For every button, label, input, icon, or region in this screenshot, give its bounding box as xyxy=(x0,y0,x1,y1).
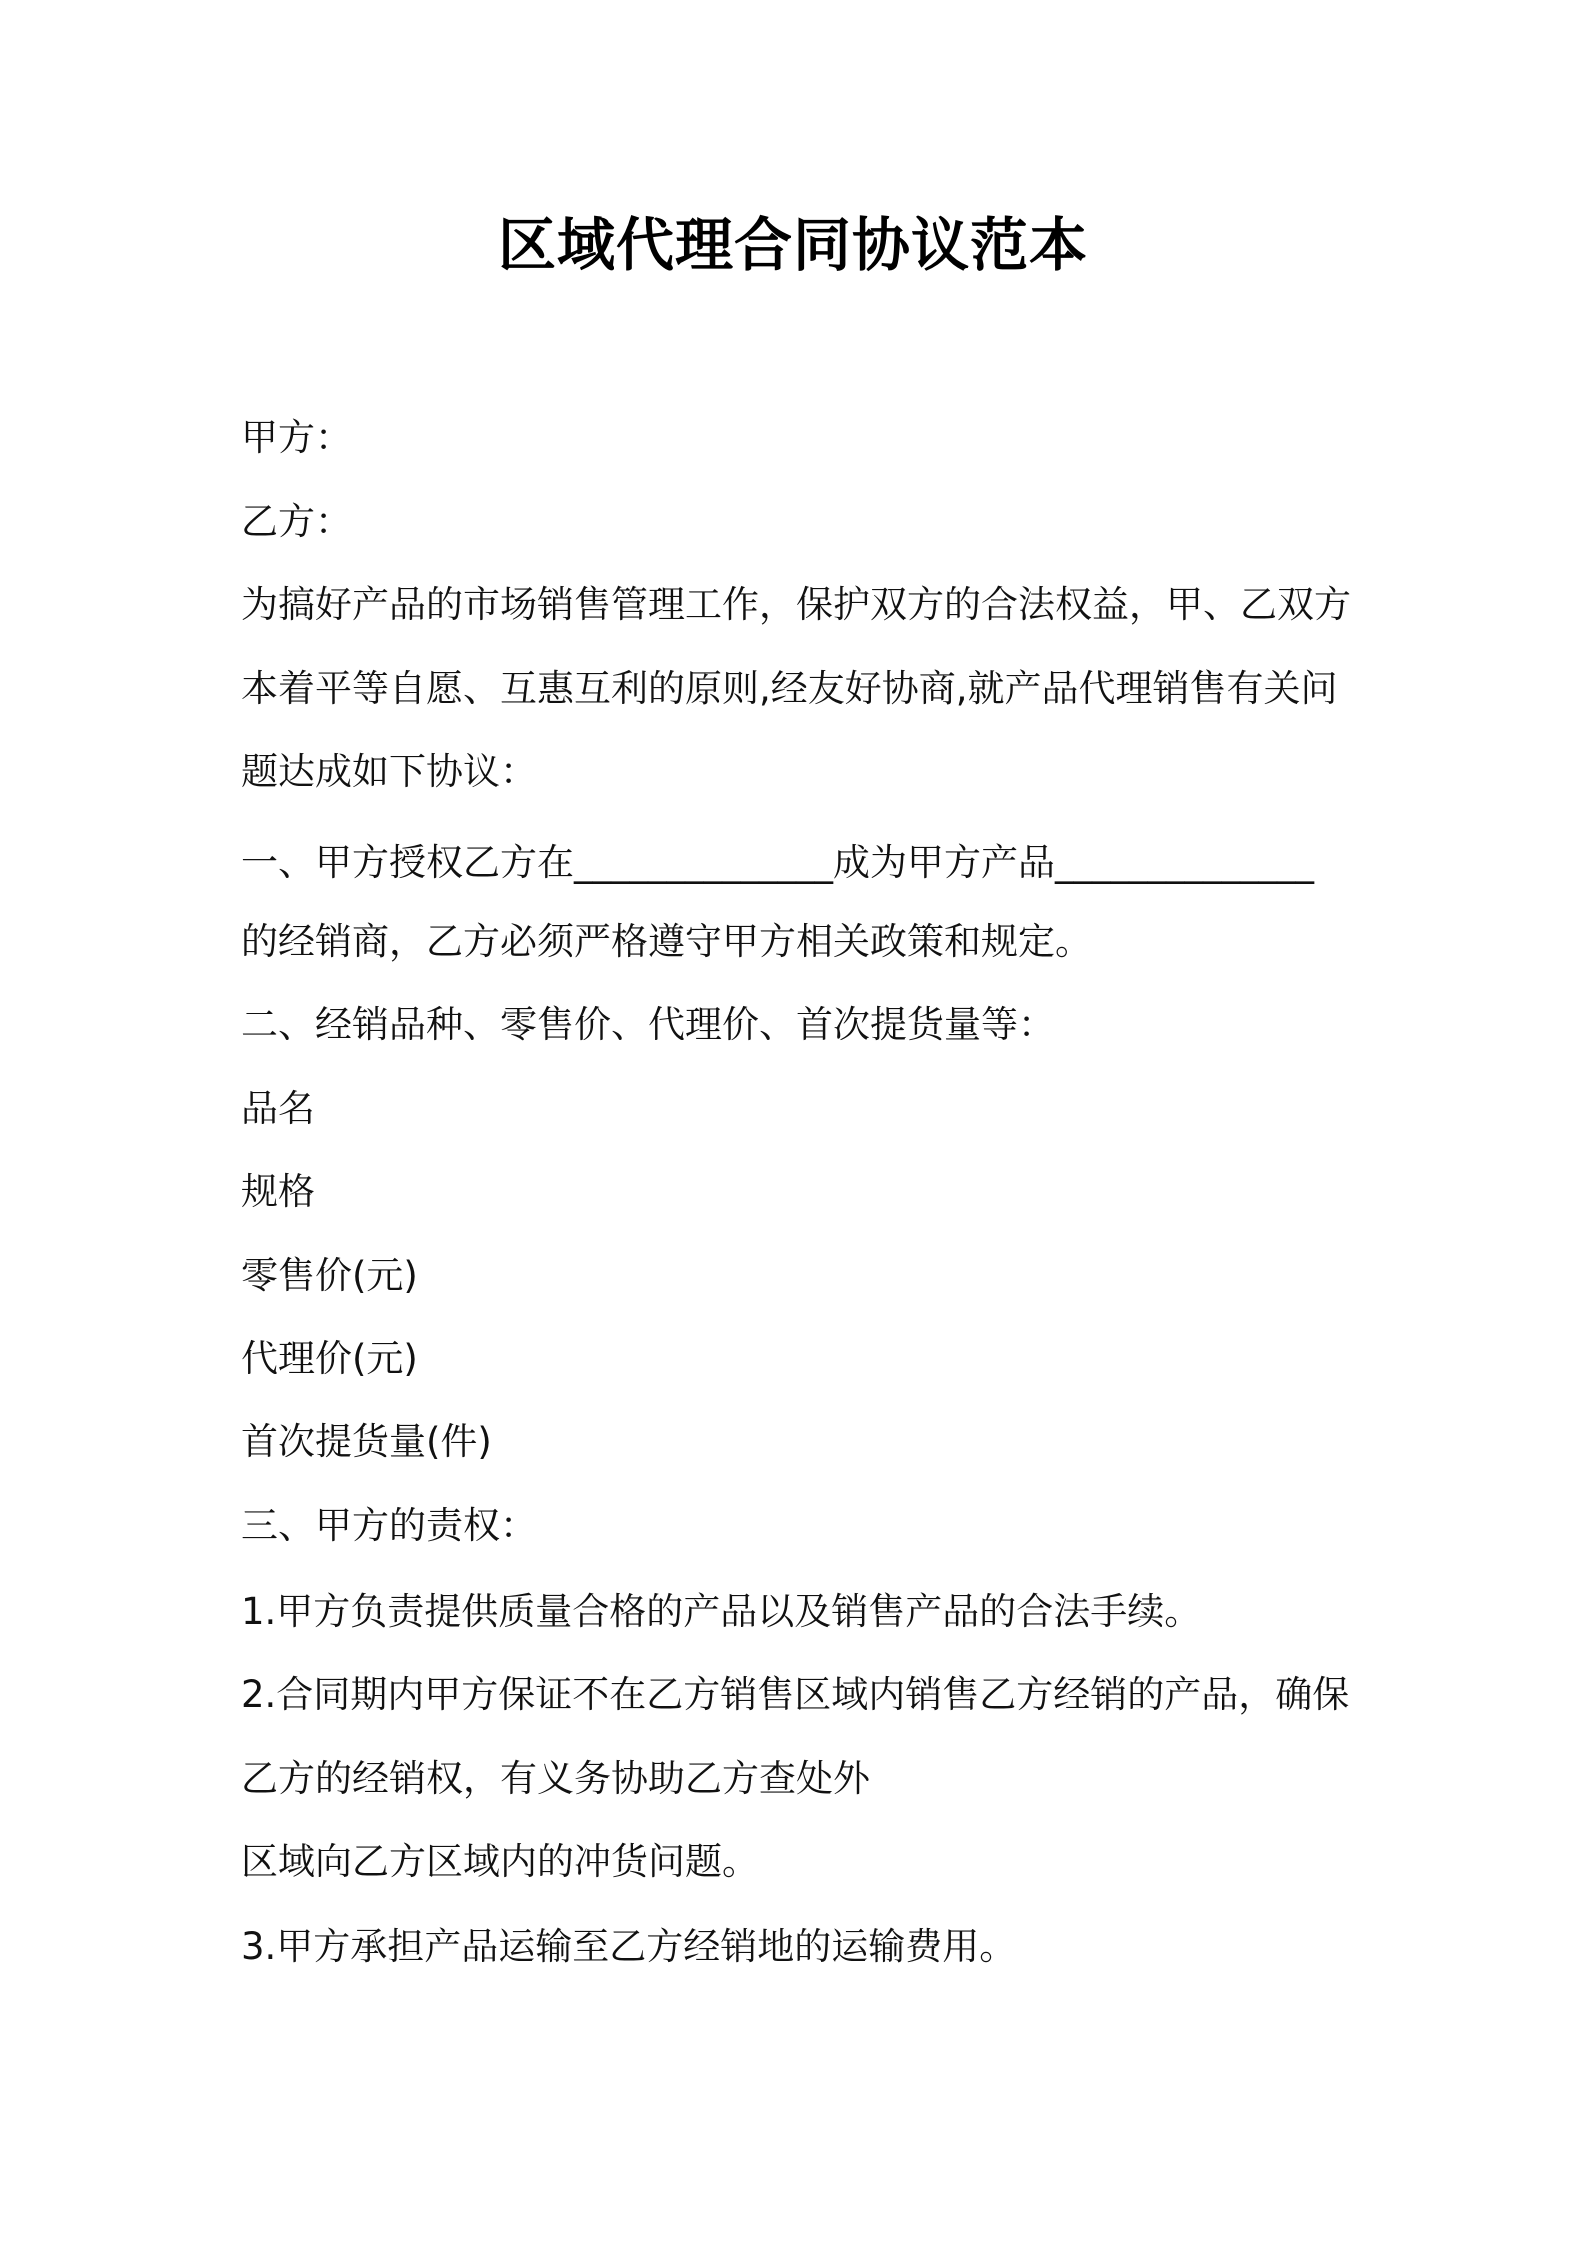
clause-1-line-2: 的经销商，乙方必须严格遵守甲方相关政策和规定。 xyxy=(241,920,1092,963)
preamble-line-2: 本着平等自愿、互惠互利的原则,经友好协商,就产品代理销售有关问 xyxy=(241,667,1338,710)
retail-price-label: 零售价(元) xyxy=(241,1254,418,1297)
party-a-line: 甲方： xyxy=(241,416,352,459)
party-b-line: 乙方： xyxy=(241,500,352,543)
specification-label: 规格 xyxy=(241,1170,315,1213)
clause-3-item-2-line-1: 2.合同期内甲方保证不在乙方销售区域内销售乙方经销的产品，确保 xyxy=(241,1673,1350,1716)
product-name-label: 品名 xyxy=(241,1087,315,1130)
clause-1-line-1: 一、甲方授权乙方在______________成为甲方产品______________ xyxy=(241,841,1314,884)
clause-3-heading: 三、甲方的责权： xyxy=(241,1504,537,1547)
clause-3-item-3: 3.甲方承担产品运输至乙方经销地的运输费用。 xyxy=(241,1925,1017,1968)
agency-price-label: 代理价(元) xyxy=(241,1337,418,1380)
clause-3-item-2-line-3: 区域向乙方区域内的冲货问题。 xyxy=(241,1840,759,1883)
clause-3-item-1: 1.甲方负责提供质量合格的产品以及销售产品的合法手续。 xyxy=(241,1590,1202,1633)
clause-2-heading: 二、经销品种、零售价、代理价、首次提货量等： xyxy=(241,1003,1055,1046)
clause-3-item-2-line-2: 乙方的经销权，有义务协助乙方查处外 xyxy=(241,1757,870,1800)
document-title: 区域代理合同协议范本 xyxy=(497,211,1088,279)
first-order-quantity-label: 首次提货量(件) xyxy=(241,1420,492,1463)
preamble-line-1: 为搞好产品的市场销售管理工作，保护双方的合法权益，甲、乙双方 xyxy=(241,583,1351,626)
preamble-line-3: 题达成如下协议： xyxy=(241,750,537,793)
